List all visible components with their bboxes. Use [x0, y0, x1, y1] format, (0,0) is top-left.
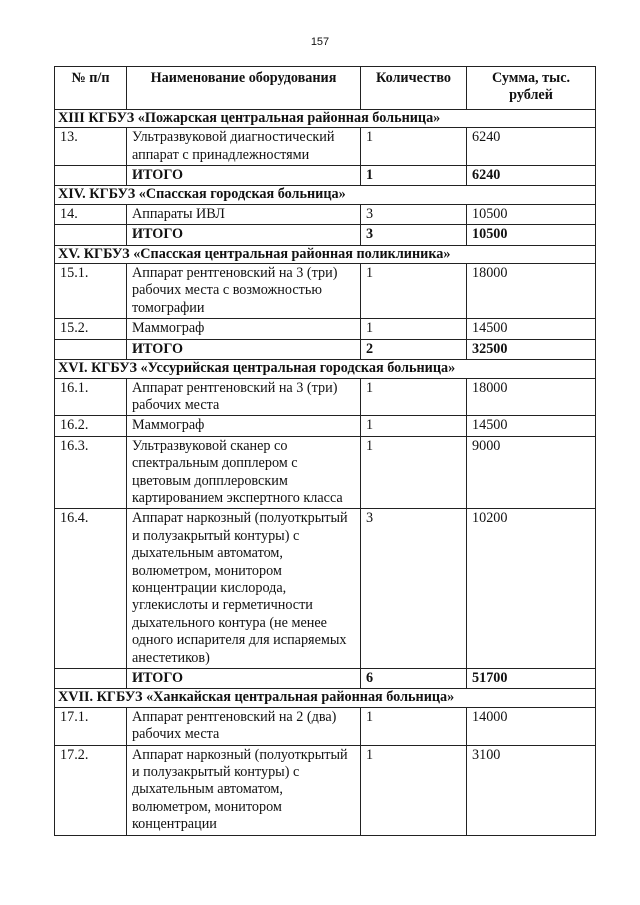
section-header-row [55, 689, 596, 707]
total-row [55, 225, 596, 245]
sum: 14000 [467, 707, 596, 745]
quantity: 1 [361, 745, 467, 835]
total-row [55, 166, 596, 186]
sum: 14500 [467, 319, 596, 339]
equipment-name: Маммограф [127, 416, 361, 436]
sum: 18000 [467, 378, 596, 416]
equipment-name: Аппараты ИВЛ [127, 204, 361, 224]
section-header-row [55, 360, 596, 378]
total-sum: 10500 [467, 225, 596, 245]
total-row [55, 669, 596, 689]
equipment-name: Ультразвуковой диагностический аппарат с принадлежностями [127, 128, 361, 166]
table-row [55, 745, 596, 835]
total-empty-cell [55, 339, 127, 359]
section-title: XIV. КГБУЗ «Спасская городская больница» [55, 186, 596, 204]
section-title: XVI. КГБУЗ «Уссурийская центральная городская больница» [55, 360, 596, 378]
quantity: 1 [361, 319, 467, 339]
row-number: 16.3. [55, 436, 127, 509]
total-empty-cell [55, 225, 127, 245]
quantity: 1 [361, 416, 467, 436]
row-number: 16.2. [55, 416, 127, 436]
total-label: ИТОГО [127, 225, 361, 245]
table-row [55, 378, 596, 416]
total-label: ИТОГО [127, 339, 361, 359]
table-body [55, 109, 596, 835]
quantity: 1 [361, 128, 467, 166]
row-number: 14. [55, 204, 127, 224]
total-label: ИТОГО [127, 166, 361, 186]
page-number: 157 [310, 36, 330, 48]
quantity: 3 [361, 204, 467, 224]
quantity: 1 [361, 378, 467, 416]
quantity: 3 [361, 509, 467, 669]
table-row [55, 509, 596, 669]
table-row [55, 204, 596, 224]
total-sum: 51700 [467, 669, 596, 689]
total-empty-cell [55, 166, 127, 186]
total-quantity: 1 [361, 166, 467, 186]
table-row [55, 416, 596, 436]
total-empty-cell [55, 669, 127, 689]
section-header-row [55, 109, 596, 127]
total-quantity: 2 [361, 339, 467, 359]
section-title: XVII. КГБУЗ «Ханкайская центральная районная больница» [55, 689, 596, 707]
total-label: ИТОГО [127, 669, 361, 689]
sum: 18000 [467, 264, 596, 319]
header-sum: Сумма, тыс. рублей [467, 67, 596, 110]
table-row [55, 128, 596, 166]
quantity: 1 [361, 436, 467, 509]
header-equipment-name: Наименование оборудования [127, 67, 361, 110]
row-number: 16.1. [55, 378, 127, 416]
row-number: 15.2. [55, 319, 127, 339]
table-row [55, 264, 596, 319]
equipment-table [54, 66, 596, 836]
equipment-name: Аппарат рентгеновский на 3 (три) рабочих места [127, 378, 361, 416]
sum: 6240 [467, 128, 596, 166]
table-row [55, 319, 596, 339]
row-number: 17.2. [55, 745, 127, 835]
sum: 3100 [467, 745, 596, 835]
equipment-name: Ультразвуковой сканер со спектральным допплером с цветовым допплеровским картированием экспертного класса [127, 436, 361, 509]
sum: 9000 [467, 436, 596, 509]
total-sum: 6240 [467, 166, 596, 186]
total-row [55, 339, 596, 359]
equipment-name: Аппарат рентгеновский на 2 (два) рабочих места [127, 707, 361, 745]
section-header-row [55, 186, 596, 204]
row-number: 17.1. [55, 707, 127, 745]
sum: 10200 [467, 509, 596, 669]
equipment-name: Аппарат рентгеновский на 3 (три) рабочих места с возможностью томографии [127, 264, 361, 319]
table-header-row [55, 67, 596, 110]
section-title: XIII КГБУЗ «Пожарская центральная районная больница» [55, 109, 596, 127]
section-header-row [55, 245, 596, 263]
total-quantity: 3 [361, 225, 467, 245]
equipment-name: Аппарат наркозный (полуоткрытый и полузакрытый контуры) с дыхательным автоматом, волюметром, монитором концентрации кислорода, углекислоты и герметичности дыхательного контура (не менее одного испарителя для испаряемых анестетиков) [127, 509, 361, 669]
row-number: 13. [55, 128, 127, 166]
header-quantity: Количество [361, 67, 467, 110]
table-row [55, 707, 596, 745]
total-sum: 32500 [467, 339, 596, 359]
sum: 10500 [467, 204, 596, 224]
row-number: 16.4. [55, 509, 127, 669]
equipment-name: Маммограф [127, 319, 361, 339]
sum: 14500 [467, 416, 596, 436]
equipment-name: Аппарат наркозный (полуоткрытый и полузакрытый контуры) с дыхательным автоматом, волюметром, монитором концентрации [127, 745, 361, 835]
row-number: 15.1. [55, 264, 127, 319]
table-row [55, 436, 596, 509]
quantity: 1 [361, 264, 467, 319]
quantity: 1 [361, 707, 467, 745]
header-number: № п/п [55, 67, 127, 110]
total-quantity: 6 [361, 669, 467, 689]
section-title: XV. КГБУЗ «Спасская центральная районная поликлиника» [55, 245, 596, 263]
